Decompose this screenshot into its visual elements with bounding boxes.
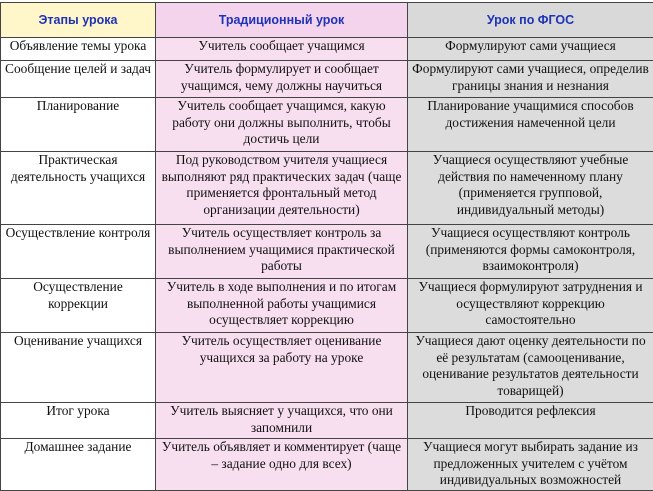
fgos-cell: Учащиеся осуществляют контроль (применяются формы самоконтроля, взаимоконтроля) <box>408 225 653 279</box>
header-row <box>1 3 653 38</box>
fgos-cell: Учащиеся осуществляют учебные действия по намеченному плану (применяется групповой, индивидуальный методы) <box>408 152 653 225</box>
header-fgos-lesson: Урок по ФГОС <box>408 3 653 38</box>
traditional-cell: Учитель осуществляет оценивание учащихся за работу на уроке <box>156 333 408 403</box>
comparison-table <box>0 2 653 491</box>
traditional-cell: Учитель объявляет и комментирует (чаще – задание одно для всех) <box>156 439 408 491</box>
stage-cell: Объявление темы урока <box>1 38 156 61</box>
fgos-cell: Учащиеся формулируют затруднения и осуществляют коррекцию самостоятельно <box>408 279 653 333</box>
traditional-cell: Под руководством учителя учащиеся выполняют ряд практических задач (чаще применяется фронтальный метод организации деятельности) <box>156 152 408 225</box>
traditional-cell: Учитель сообщает учащимся, какую работу они должны выполнить, чтобы достичь цели <box>156 98 408 152</box>
fgos-cell: Проводится рефлексия <box>408 403 653 439</box>
table-row <box>1 98 653 152</box>
stage-cell: Домашнее задание <box>1 439 156 491</box>
table-row <box>1 333 653 403</box>
traditional-cell: Учитель сообщает учащимся <box>156 38 408 61</box>
stage-cell: Итог урока <box>1 403 156 439</box>
table-row <box>1 439 653 491</box>
stage-cell: Практическая деятельность учащихся <box>1 152 156 225</box>
stage-cell: Оценивание учащихся <box>1 333 156 403</box>
traditional-cell: Учитель в ходе выполнения и по итогам выполненной работы учащимися осуществляет коррекцию <box>156 279 408 333</box>
stage-cell: Планирование <box>1 98 156 152</box>
fgos-cell: Учащиеся могут выбирать задание из предложенных учителем с учётом индивидуальных возможностей <box>408 439 653 491</box>
table-row <box>1 403 653 439</box>
stage-cell: Осуществление контроля <box>1 225 156 279</box>
table-row <box>1 225 653 279</box>
fgos-cell: Формулируют сами учащиеся <box>408 38 653 61</box>
traditional-cell: Учитель выясняет у учащихся, что они запомнили <box>156 403 408 439</box>
header-lesson-stages: Этапы урока <box>1 3 156 38</box>
stage-cell: Осуществление коррекции <box>1 279 156 333</box>
fgos-cell: Формулируют сами учащиеся, определив границы знания и незнания <box>408 61 653 98</box>
table-row <box>1 152 653 225</box>
table-row <box>1 38 653 61</box>
stage-cell: Сообщение целей и задач <box>1 61 156 98</box>
table-row <box>1 61 653 98</box>
fgos-cell: Учащиеся дают оценку деятельности по её результатам (самооценивание, оценивание результатов деятельности товарищей) <box>408 333 653 403</box>
traditional-cell: Учитель формулирует и сообщает учащимся, чему должны научиться <box>156 61 408 98</box>
header-traditional-lesson: Традиционный урок <box>156 3 408 38</box>
traditional-cell: Учитель осуществляет контроль за выполнением учащимися практической работы <box>156 225 408 279</box>
table-row <box>1 279 653 333</box>
fgos-cell: Планирование учащимися способов достижения намеченной цели <box>408 98 653 152</box>
